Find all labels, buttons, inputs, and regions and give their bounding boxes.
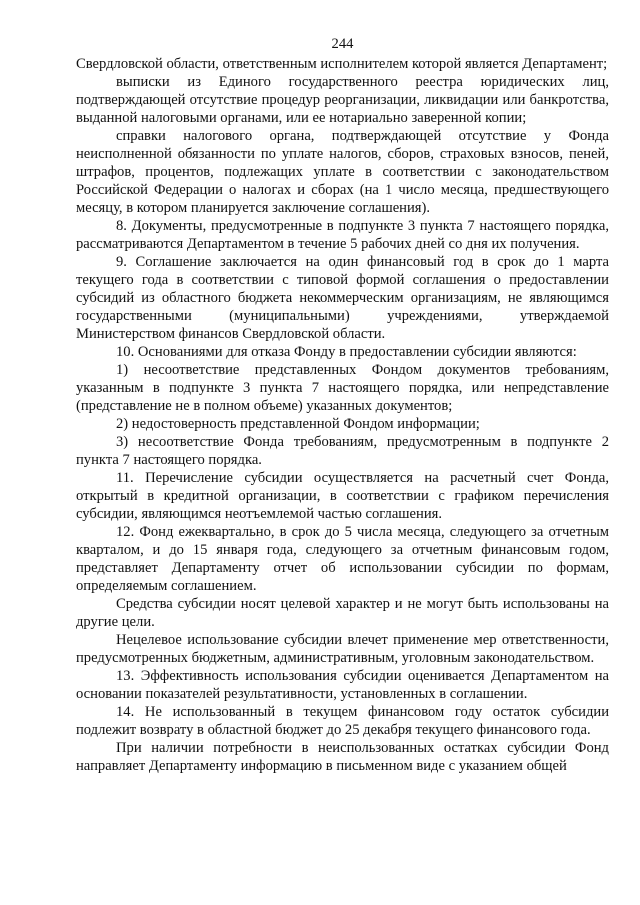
paragraph: 3) несоответствие Фонда требованиям, предусмотренным в подпункте 2 пункта 7 настоящего порядка.	[76, 434, 609, 468]
paragraph: 8. Документы, предусмотренные в подпункте 3 пункта 7 настоящего порядка, рассматриваются Департаментом в течение 5 рабочих дней со дня их получения.	[76, 218, 609, 252]
paragraph: 11. Перечисление субсидии осуществляется на расчетный счет Фонда, открытый в кредитной организации, в соответствии с графиком перечисления субсидии, являющимся неотъемлемой частью соглашения.	[76, 470, 609, 522]
paragraph: Нецелевое использование субсидии влечет применение мер ответственности, предусмотренных бюджетным, административным, уголовным законодательством.	[76, 632, 609, 666]
paragraph: 9. Соглашение заключается на один финансовый год в срок до 1 марта текущего года в соответствии с типовой формой соглашения о предоставлении субсидий из областного бюджета некоммерческим организациям, не являющимся государственными (муниципальными) учреждениями, утверждаемой Министерством финансов Свердловской области.	[76, 254, 609, 342]
paragraph: справки налогового органа, подтверждающей отсутствие у Фонда неисполненной обязанности по уплате налогов, сборов, страховых взносов, пеней, штрафов, процентов, подлежащих уплате в соответствии с законодательством Российской Федерации о налогах и сборах (на 1 число месяца, предшествующего месяцу, в котором планируется заключение соглашения).	[76, 128, 609, 216]
paragraph: 1) несоответствие представленных Фондом документов требованиям, указанным в подпункте 3 пункта 7 настоящего порядка, или непредставление (представление не в полном объеме) указанных документов;	[76, 362, 609, 414]
document-body	[76, 55, 609, 775]
paragraph: выписки из Единого государственного реестра юридических лиц, подтверждающей отсутствие процедур реорганизации, ликвидации или банкротства, выданной налоговыми органами, или ее нотариально заверенной копии;	[76, 74, 609, 126]
paragraph: Средства субсидии носят целевой характер и не могут быть использованы на другие цели.	[76, 596, 609, 630]
paragraph: 12. Фонд ежеквартально, в срок до 5 числа месяца, следующего за отчетным кварталом, и до 15 января года, следующего за отчетным финансовым годом, представляет Департаменту отчет об использовании субсидии по формам, определяемым соглашением.	[76, 524, 609, 594]
paragraph: 14. Не использованный в текущем финансовом году остаток субсидии подлежит возврату в областной бюджет до 25 декабря текущего финансового года.	[76, 704, 609, 738]
page-number: 244	[331, 36, 354, 52]
paragraph: 2) недостоверность представленной Фондом информации;	[116, 416, 480, 432]
paragraph: При наличии потребности в неиспользованных остатках субсидии Фонд направляет Департаменту информацию в письменном виде с указанием общей	[76, 740, 609, 774]
paragraph: Свердловской области, ответственным исполнителем которой является Департамент;	[76, 56, 608, 72]
paragraph: 10. Основаниями для отказа Фонду в предоставлении субсидии являются:	[116, 344, 577, 360]
paragraph: 13. Эффективность использования субсидии оценивается Департаментом на основании показателей результативности, установленных в соглашении.	[76, 668, 609, 702]
